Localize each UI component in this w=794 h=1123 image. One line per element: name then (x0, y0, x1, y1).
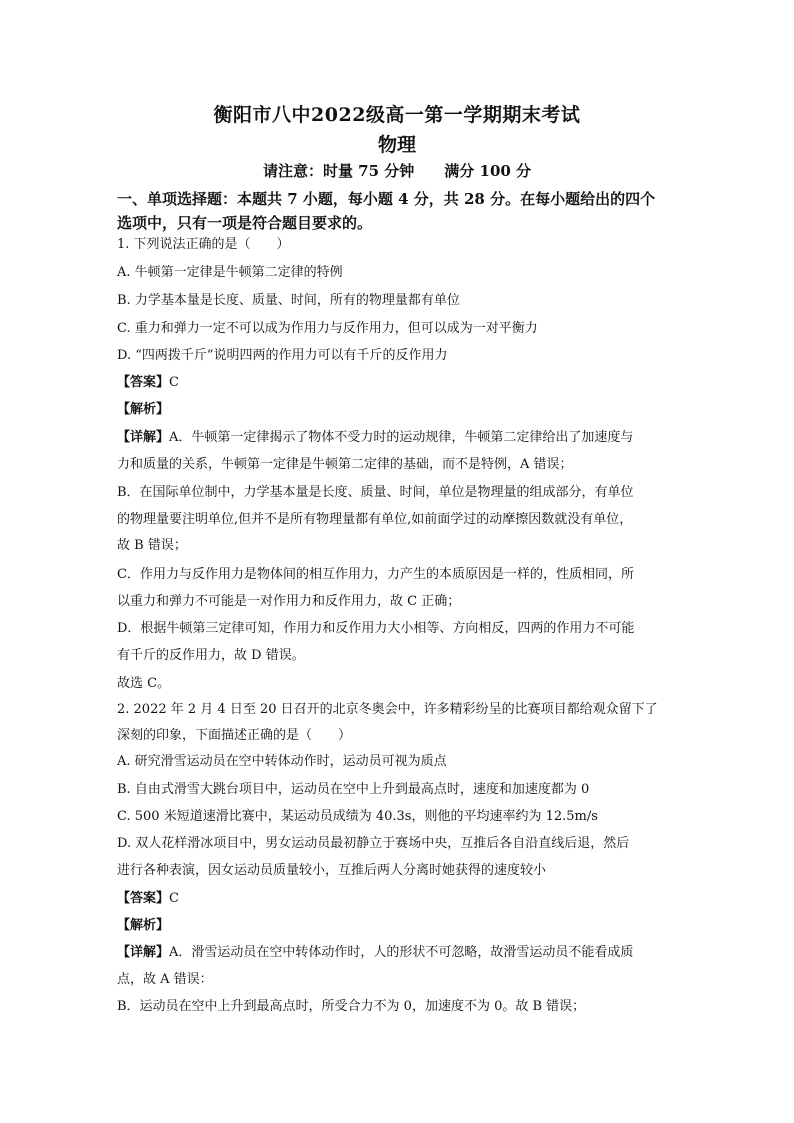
answer-tag: 【答案】 (117, 375, 170, 390)
full-score: 满分 100 分 (444, 162, 532, 180)
detail-text: A．滑雪运动员在空中转体动作时，人的形状不可忽略，故滑雪运动员不能看成质 (169, 945, 634, 960)
q2-stem-line1: 2. 2022 年 2 月 4 日至 20 日召开的北京冬奥会中，许多精彩纷呈的比赛项目都给观众留下了 (117, 702, 658, 717)
q2-answer (117, 890, 697, 908)
q2-detail-line2: 点，故 A 错误： (117, 972, 213, 987)
analysis-tag: 【解析】 (117, 402, 170, 417)
q2-detail-line1 (117, 944, 697, 962)
q2-option-a: A. 研究滑雪运动员在空中转体动作时，运动员可视为质点 (117, 754, 447, 769)
q2-option-d-line1: D. 双人花样滑冰项目中，男女运动员最初静立于赛场中央，互推后各自沿直线后退，然后 (117, 836, 630, 851)
time-limit: 请注意：时量 75 分钟 (262, 162, 415, 180)
q1-detail-line4: 的物理量要注明单位,但并不是所有物理量都有单位,如前面学过的动摩擦因数就没有单位， (117, 512, 633, 527)
q1-stem: 1. 下列说法正确的是（ ） (117, 237, 290, 252)
answer-value: C (169, 375, 179, 390)
answer-value: C (169, 891, 179, 906)
analysis-tag: 【解析】 (117, 918, 170, 933)
q1-analysis (117, 401, 697, 419)
q1-detail-line2: 力和质量的关系，牛顿第一定律是牛顿第二定律的基础，而不是特例，A 错误； (117, 457, 573, 472)
q2-option-d-line2: 进行各种表演，因女运动员质量较小，互推后两人分离时她获得的速度较小 (117, 863, 547, 878)
q1-detail-line5: 故 B 错误； (117, 538, 187, 553)
q1-answer (117, 374, 697, 392)
q1-option-a: A. 牛顿第一定律是牛顿第二定律的特例 (117, 265, 343, 280)
exam-title: 衡阳市八中2022级高一第一学期期末考试 (213, 104, 581, 126)
section-heading (117, 187, 687, 235)
q2-stem-line2: 深刻的印象，下面描述正确的是（ ） (117, 728, 352, 743)
q2-option-b: B. 自由式滑雪大跳台项目中，运动员在空中上升到最高点时，速度和加速度都为 0 (117, 782, 590, 797)
q1-detail-line7: 以重力和弹力不可能是一对作用力和反作用力，故 C 正确； (117, 594, 461, 609)
q1-option-d: D. “四两拨千斤”说明四两的作用力可以有千斤的反作用力 (117, 348, 448, 363)
section-heading-line2: 选项中，只有一项是符合题目要求的。 (117, 214, 373, 232)
q1-detail-line9: 有千斤的反作用力，故 D 错误。 (117, 648, 305, 663)
exam-notice (0, 160, 794, 181)
q1-detail-line8: D．根据牛顿第三定律可知，作用力和反作用力大小相等、方向相反，四两的作用力不可能 (117, 621, 635, 636)
q1-option-c: C. 重力和弹力一定不可以成为作用力与反作用力，但可以成为一对平衡力 (117, 321, 538, 336)
q2-analysis (117, 917, 697, 935)
q1-detail-line6: C．作用力与反作用力是物体间的相互作用力，力产生的本质原因是一样的，性质相同，所 (117, 567, 634, 582)
q2-detail-line3: B．运动员在空中上升到最高点时，所受合力不为 0，加速度不为 0。故 B 错误； (117, 999, 586, 1014)
detail-tag: 【详解】 (117, 430, 170, 445)
section-heading-line1: 一、单项选择题：本题共 7 小题，每小题 4 分，共 28 分。在每小题给出的四个 (117, 190, 656, 208)
q1-detail-line1 (117, 429, 697, 447)
q1-conclusion: 故选 C。 (117, 676, 171, 691)
detail-text: A．牛顿第一定律揭示了物体不受力时的运动规律，牛顿第二定律给出了加速度与 (169, 430, 634, 445)
detail-tag: 【详解】 (117, 945, 170, 960)
subject-title: 物理 (377, 134, 416, 156)
answer-tag: 【答案】 (117, 891, 170, 906)
q2-option-c: C. 500 米短道速滑比赛中，某运动员成绩为 40.3s，则他的平均速率约为 12.5m/s (117, 809, 598, 824)
q1-option-b: B. 力学基本量是长度、质量、时间，所有的物理量都有单位 (117, 293, 460, 308)
q1-detail-line3: B．在国际单位制中，力学基本量是长度、质量、时间，单位是物理量的组成部分，有单位 (117, 485, 634, 500)
